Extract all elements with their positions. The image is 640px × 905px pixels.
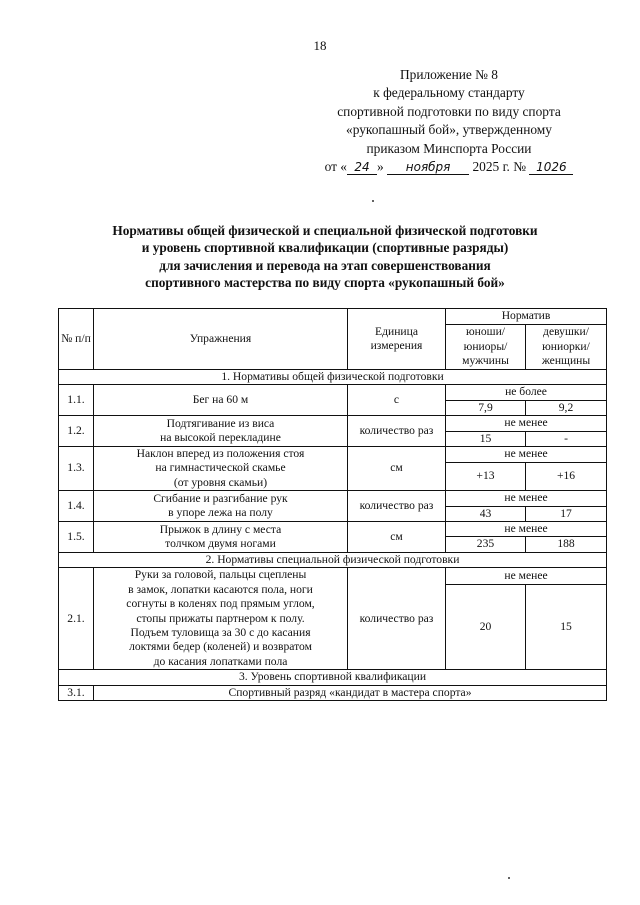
row-unit: см — [348, 447, 446, 491]
table-row — [59, 522, 607, 537]
norms-table — [58, 308, 607, 701]
row-unit: см — [348, 522, 446, 553]
row-exercise — [94, 385, 348, 416]
page-number: 18 — [313, 38, 327, 53]
table-row — [59, 385, 607, 400]
row-num: 1.4. — [59, 491, 94, 522]
exercise-line: на гимнастической скамье — [155, 461, 286, 475]
row-unit: количество раз — [348, 491, 446, 522]
date-prefix: от « — [324, 159, 348, 175]
exercise-line: в упоре лежа на полу — [168, 506, 273, 520]
title-line: и уровень спортивной квалификации (спортивные разряды) — [141, 240, 509, 256]
row-condition: не менее — [446, 568, 607, 585]
annex-line: «рукопашный бой», утвержденному — [346, 122, 552, 138]
exercise-line: локтями бедер (коленей) и возвратом — [129, 640, 312, 654]
table-row — [59, 685, 607, 700]
title-line: спортивного мастерства по виду спорта «рукопашный бой» — [145, 275, 505, 291]
value-male: 7,9 — [446, 400, 526, 415]
value-female: +16 — [526, 462, 607, 491]
section-3-title: 3. Уровень спортивной квалификации — [59, 670, 607, 685]
table-row — [59, 568, 607, 585]
section-1-title: 1. Нормативы общей физической подготовки — [59, 370, 607, 385]
row-unit: количество раз — [348, 416, 446, 447]
row-exercise — [94, 522, 348, 553]
row-condition: не менее — [446, 491, 607, 506]
row-num: 1.1. — [59, 385, 94, 416]
row-condition: не менее — [446, 522, 607, 537]
row-condition: не менее — [446, 416, 607, 431]
exercise-line: толчком двумя ногами — [165, 536, 276, 550]
date-day: 24 — [347, 160, 377, 175]
exercise-line: Бег на 60 м — [192, 393, 249, 407]
row-exercise — [94, 447, 348, 491]
header-unit: Единица измерения — [348, 309, 446, 370]
exercise-line: Подтягивание из виса — [166, 416, 275, 430]
value-male: 20 — [446, 585, 526, 670]
row-condition: не менее — [446, 447, 607, 463]
annex-line: к федеральному стандарту — [373, 85, 525, 101]
annex-date-line — [299, 158, 599, 176]
section-2-title: 2. Нормативы специальной физической подготовки — [59, 552, 607, 567]
value-female: 17 — [526, 506, 607, 521]
scan-speck — [508, 877, 510, 879]
exercise-line: Руки за головой, пальцы сцеплены — [134, 568, 307, 582]
header-norm: Норматив — [446, 309, 607, 325]
row-num: 1.3. — [59, 447, 94, 491]
section-row — [59, 370, 607, 385]
value-male: 43 — [446, 506, 526, 521]
scan-speck — [372, 200, 374, 202]
exercise-line: стопы прижаты партнером к полу. — [136, 611, 305, 625]
header-row — [59, 309, 607, 325]
value-male: 15 — [446, 431, 526, 446]
annex-line: Приложение № 8 — [399, 67, 499, 82]
order-number: 1026 — [529, 160, 573, 175]
header-female: девушки/ юниорки/ женщины — [526, 324, 607, 369]
exercise-line: в замок, лопатки касаются пола, ноги — [128, 582, 313, 596]
value-male: 235 — [446, 537, 526, 552]
row-num: 1.5. — [59, 522, 94, 553]
section-row — [59, 552, 607, 567]
exercise-line: Сгибание и разгибание рук — [153, 491, 288, 505]
title-line: для зачисления и перевода на этап совершенствования — [159, 257, 491, 273]
table-row — [59, 447, 607, 463]
row-qualification: Спортивный разряд «кандидат в мастера спорта» — [94, 685, 607, 700]
date-year: 2025 г. № — [472, 159, 527, 175]
exercise-line: Наклон вперед из положения стоя — [136, 447, 305, 461]
value-female: - — [526, 431, 607, 446]
date-quote: » — [377, 159, 384, 175]
row-num: 3.1. — [59, 685, 94, 700]
row-condition: не более — [446, 385, 607, 400]
exercise-line: Прыжок в длину с места — [159, 522, 282, 536]
title-line: Нормативы общей физической и специальной физической подготовки — [112, 223, 538, 238]
annex-line: приказом Минспорта России — [366, 140, 532, 156]
header-num: № п/п — [59, 309, 94, 370]
header-exercise: Упражнения — [94, 309, 348, 370]
row-unit: количество раз — [348, 568, 446, 670]
row-num: 1.2. — [59, 416, 94, 447]
value-male: +13 — [446, 462, 526, 491]
value-female: 15 — [526, 585, 607, 670]
exercise-line: до касания лопатками пола — [153, 654, 288, 668]
date-month: ноября — [387, 160, 469, 175]
header-male: юноши/ юниоры/ мужчины — [446, 324, 526, 369]
table-row — [59, 416, 607, 431]
exercise-line: Подъем туловища за 30 с до касания — [130, 625, 311, 639]
exercise-line: на высокой перекладине — [160, 431, 281, 445]
value-female: 9,2 — [526, 400, 607, 415]
exercise-line: (от уровня скамьи) — [173, 475, 268, 489]
annex-line: спортивной подготовки по виду спорта — [337, 103, 561, 119]
section-row — [59, 670, 607, 685]
annex-header — [299, 66, 599, 176]
row-unit: с — [348, 385, 446, 416]
row-exercise — [94, 491, 348, 522]
exercise-line: согнуты в коленях под прямым углом, — [126, 597, 315, 611]
value-female: 188 — [526, 537, 607, 552]
row-num: 2.1. — [59, 568, 94, 670]
document-title — [60, 222, 590, 292]
row-exercise — [94, 416, 348, 447]
table-row — [59, 491, 607, 506]
row-exercise — [94, 568, 348, 670]
